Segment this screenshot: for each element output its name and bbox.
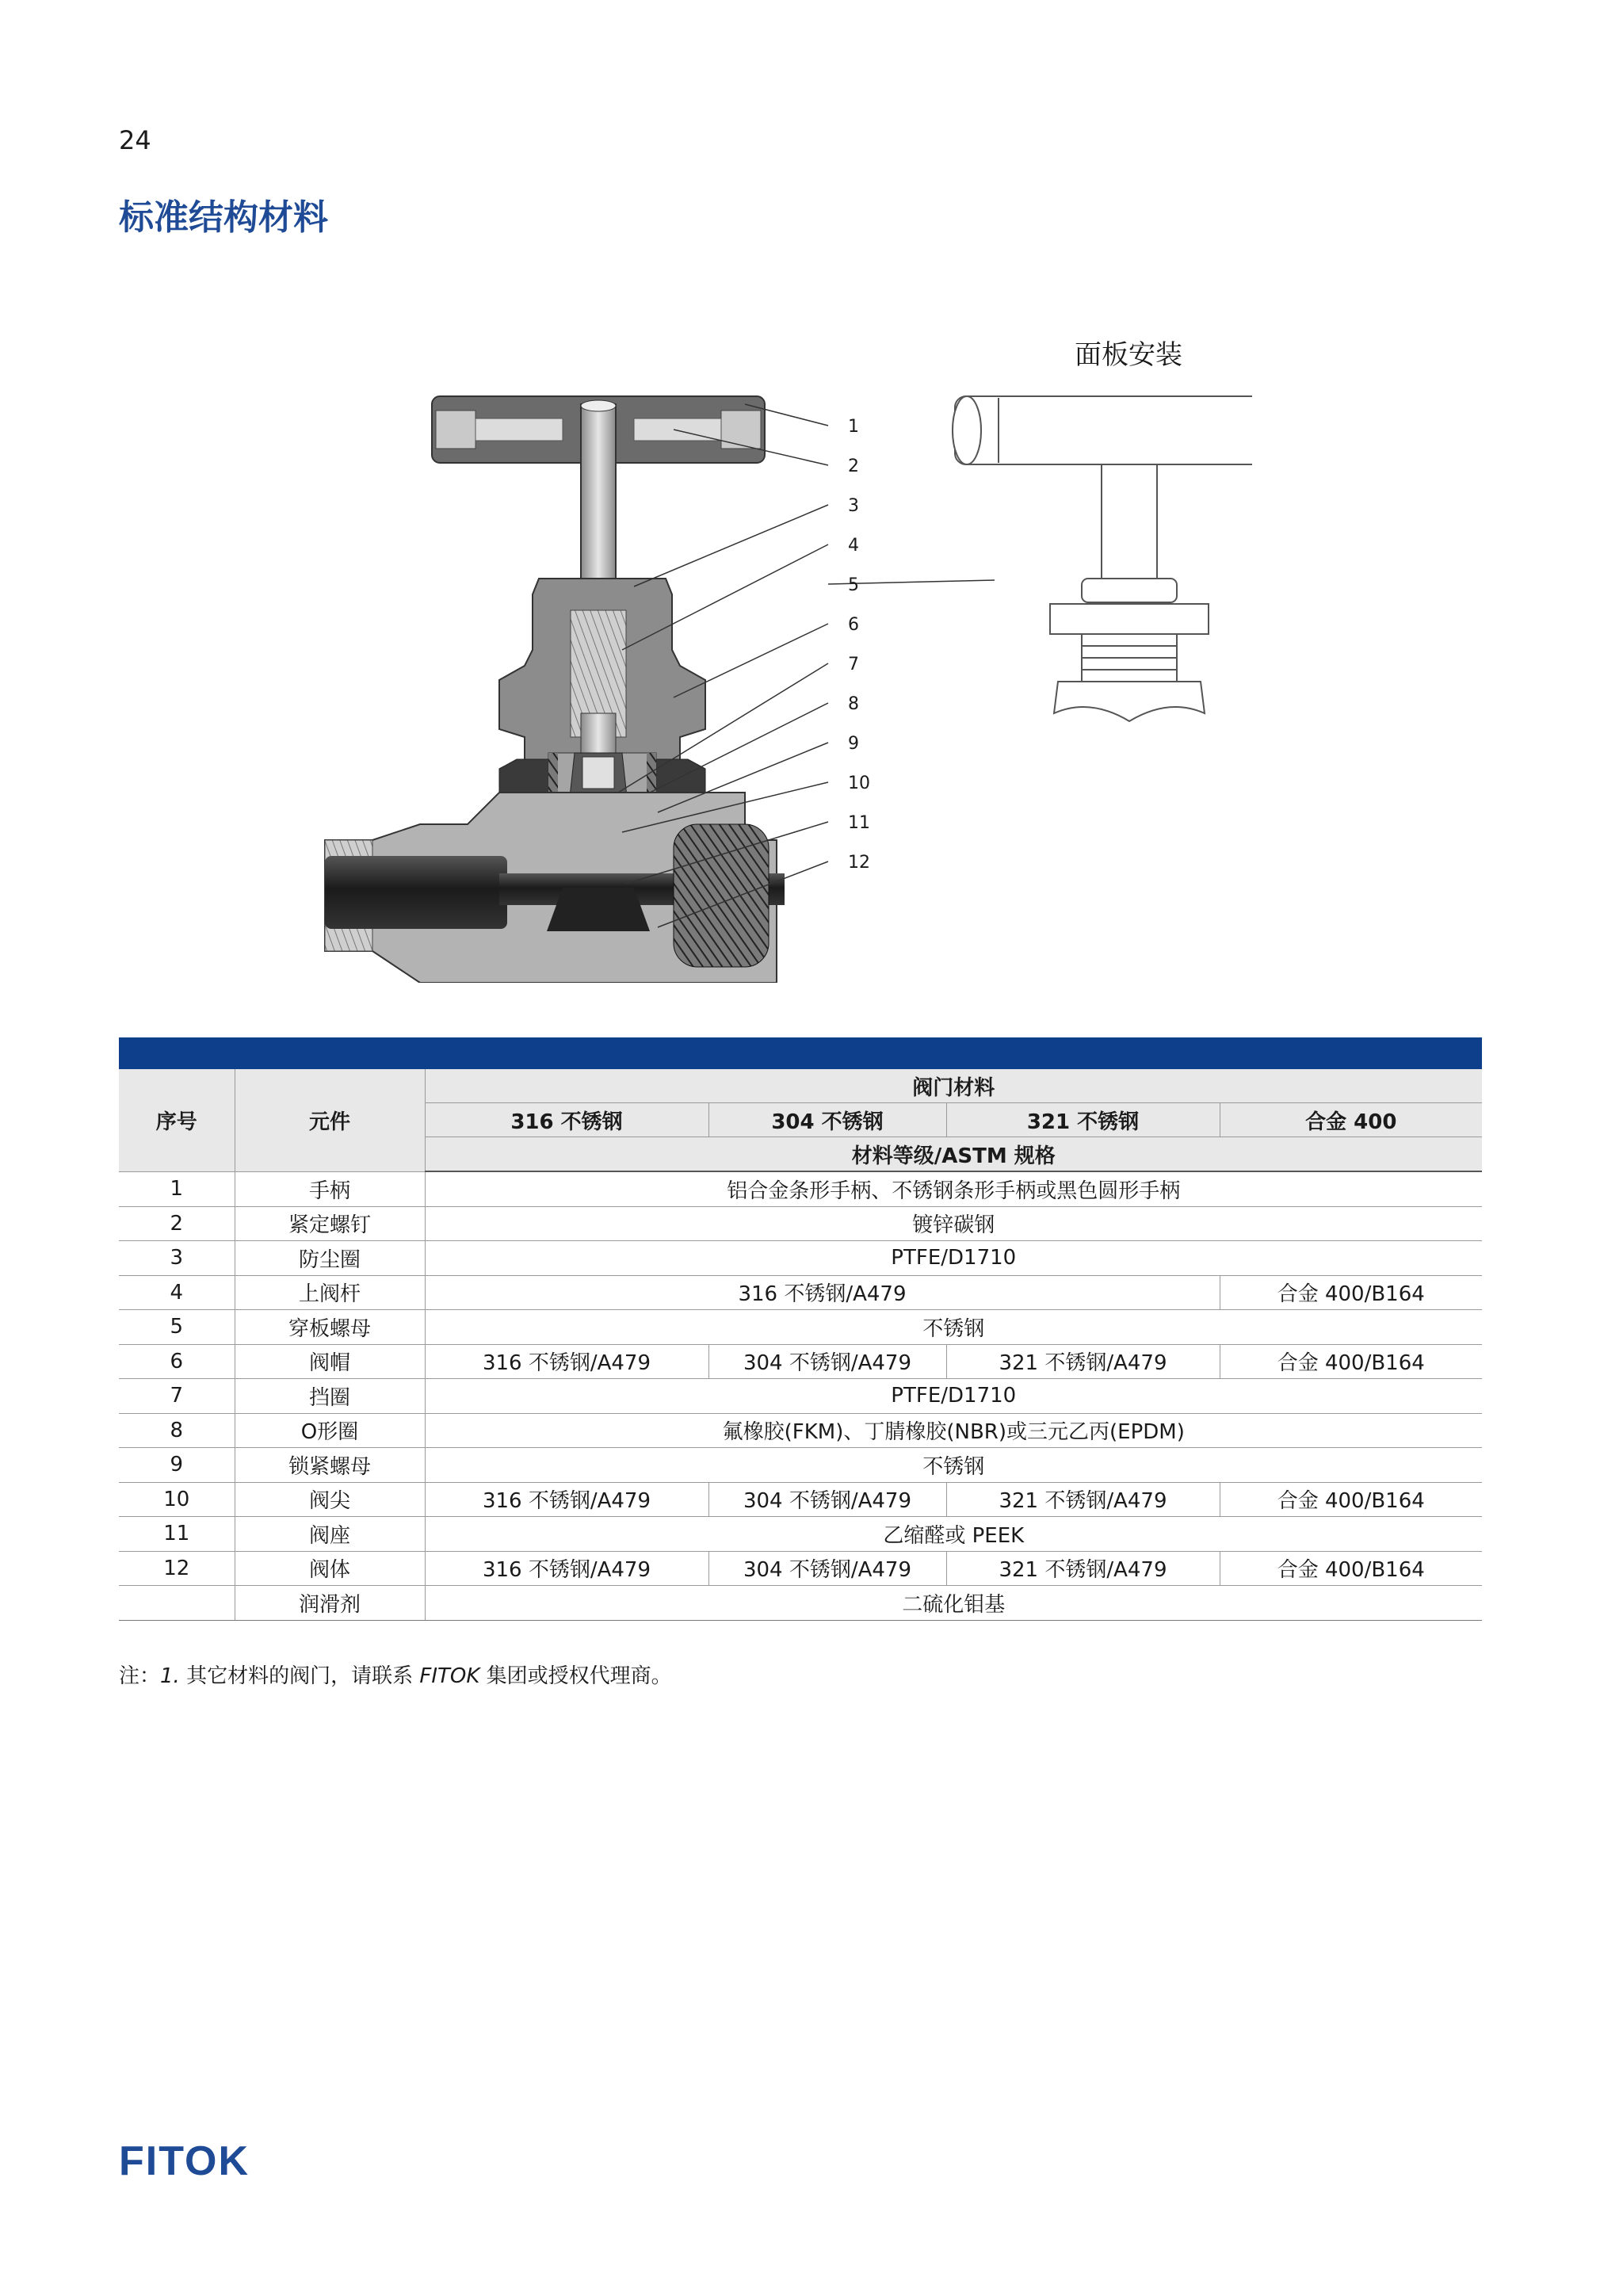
footnote-brand: FITOK: [419, 1664, 480, 1688]
table-row: [119, 1413, 1482, 1448]
row-part: 防尘圈: [235, 1241, 425, 1276]
header-valve-material: 阀门材料: [425, 1069, 1482, 1103]
page-title: 标准结构材料: [119, 197, 328, 238]
row-material-316: 316 不锈钢/A479: [425, 1551, 708, 1586]
row-no: 10: [119, 1482, 235, 1517]
row-material-316: 316 不锈钢/A479: [425, 1482, 708, 1517]
row-no: 3: [119, 1241, 235, 1276]
row-part: 阀帽: [235, 1344, 425, 1379]
row-material-321: 321 不锈钢/A479: [946, 1482, 1220, 1517]
row-part: 阀体: [235, 1551, 425, 1586]
row-part: 挡圈: [235, 1379, 425, 1414]
row-material-321: 321 不锈钢/A479: [946, 1551, 1220, 1586]
svg-text:6: 6: [848, 615, 859, 635]
row-material: 镀锌碳钢: [425, 1206, 1482, 1241]
svg-text:9: 9: [848, 734, 859, 754]
callout-numbers: [848, 417, 870, 873]
row-part: 阀座: [235, 1517, 425, 1552]
header-grade: 材料等级/ASTM 规格: [425, 1137, 1482, 1172]
table-row: [119, 1171, 1482, 1206]
table-row: [119, 1275, 1482, 1310]
row-no: 11: [119, 1517, 235, 1552]
svg-text:7: 7: [848, 655, 859, 674]
row-no: 12: [119, 1551, 235, 1586]
row-material: 乙缩醛或 PEEK: [425, 1517, 1482, 1552]
svg-text:3: 3: [848, 496, 859, 516]
row-material-304: 304 不锈钢/A479: [708, 1551, 946, 1586]
row-material: PTFE/D1710: [425, 1379, 1482, 1414]
row-material-304: 304 不锈钢/A479: [708, 1482, 946, 1517]
panel-mount-drawing: [953, 396, 1252, 721]
table-row: [119, 1241, 1482, 1276]
row-part: 紧定螺钉: [235, 1206, 425, 1241]
row-part: O形圈: [235, 1413, 425, 1448]
svg-text:2: 2: [848, 457, 859, 476]
row-no: 9: [119, 1448, 235, 1483]
row-material-alloy400: 合金 400/B164: [1220, 1344, 1482, 1379]
row-no: [119, 1586, 235, 1621]
table-row: [119, 1379, 1482, 1414]
row-no: 5: [119, 1310, 235, 1345]
footnote: [119, 1660, 672, 1689]
fitok-logo: [119, 2140, 285, 2183]
header-material-316: 316 不锈钢: [425, 1103, 708, 1137]
svg-text:10: 10: [848, 774, 870, 793]
logo-text: FITOK: [119, 2140, 250, 2179]
row-material: 氟橡胶(FKM)、丁腈橡胶(NBR)或三元乙丙(EPDM): [425, 1413, 1482, 1448]
svg-text:1: 1: [848, 417, 859, 437]
row-material-321: 321 不锈钢/A479: [946, 1344, 1220, 1379]
row-part: 手柄: [235, 1171, 425, 1206]
footnote-prefix: 注：: [119, 1664, 161, 1688]
svg-text:11: 11: [848, 813, 870, 833]
row-part: 锁紧螺母: [235, 1448, 425, 1483]
svg-text:4: 4: [848, 536, 859, 556]
row-no: 2: [119, 1206, 235, 1241]
header-material-321: 321 不锈钢: [946, 1103, 1220, 1137]
row-part: 上阀杆: [235, 1275, 425, 1310]
valve-cross-section-figure: [301, 380, 1252, 983]
table-row: [119, 1551, 1482, 1586]
svg-text:8: 8: [848, 694, 859, 714]
row-material-alloy400: 合金 400/B164: [1220, 1482, 1482, 1517]
row-material-stainless: 316 不锈钢/A479: [425, 1275, 1220, 1310]
row-no: 7: [119, 1379, 235, 1414]
row-material: PTFE/D1710: [425, 1241, 1482, 1276]
table-row: [119, 1344, 1482, 1379]
panel-mount-caption: 面板安装: [1075, 339, 1182, 371]
header-part: 元件: [235, 1069, 425, 1171]
footnote-text-a: 其它材料的阀门，请联系: [179, 1664, 420, 1688]
page-number: 24: [119, 125, 151, 155]
row-no: 4: [119, 1275, 235, 1310]
row-material-304: 304 不锈钢/A479: [708, 1344, 946, 1379]
row-material: 铝合金条形手柄、不锈钢条形手柄或黑色圆形手柄: [425, 1171, 1482, 1206]
table-row: [119, 1517, 1482, 1552]
row-material: 不锈钢: [425, 1448, 1482, 1483]
row-material-316: 316 不锈钢/A479: [425, 1344, 708, 1379]
table-row: [119, 1310, 1482, 1345]
row-no: 8: [119, 1413, 235, 1448]
table-row: [119, 1448, 1482, 1483]
table-header-bar: [119, 1037, 1482, 1069]
row-part: 润滑剂: [235, 1586, 425, 1621]
svg-text:12: 12: [848, 853, 870, 873]
row-material: 二硫化钼基: [425, 1586, 1482, 1621]
valve-body-drawing: [325, 396, 785, 983]
table-row: [119, 1206, 1482, 1241]
row-material-alloy400: 合金 400/B164: [1220, 1275, 1482, 1310]
row-part: 阀尖: [235, 1482, 425, 1517]
table-row: [119, 1482, 1482, 1517]
svg-text:5: 5: [848, 575, 859, 595]
header-material-304: 304 不锈钢: [708, 1103, 946, 1137]
materials-table: [119, 1037, 1482, 1621]
footnote-text-b: 集团或授权代理商。: [479, 1664, 672, 1688]
row-material-alloy400: 合金 400/B164: [1220, 1551, 1482, 1586]
row-no: 1: [119, 1171, 235, 1206]
header-no: 序号: [119, 1069, 235, 1171]
row-part: 穿板螺母: [235, 1310, 425, 1345]
row-no: 6: [119, 1344, 235, 1379]
header-material-alloy400: 合金 400: [1220, 1103, 1482, 1137]
footnote-index: 1.: [160, 1664, 180, 1688]
table-row: [119, 1586, 1482, 1621]
row-material: 不锈钢: [425, 1310, 1482, 1345]
